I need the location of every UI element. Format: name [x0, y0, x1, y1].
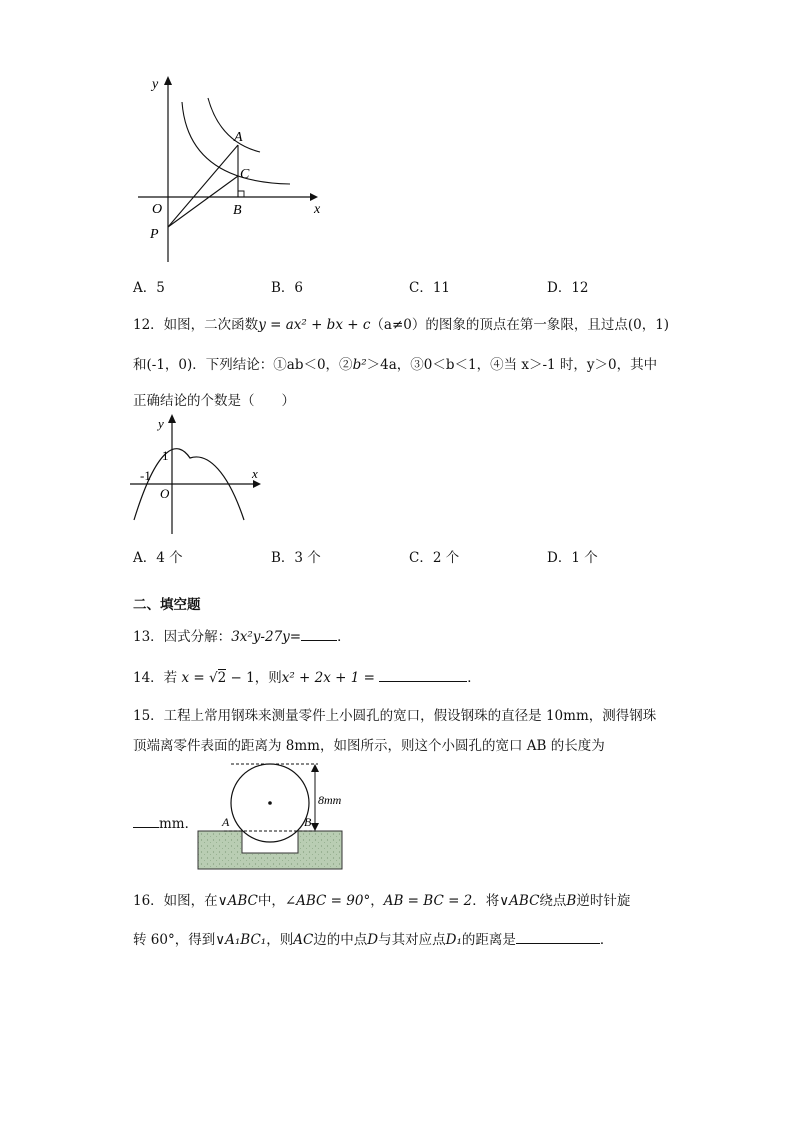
q11-option-d[interactable]: D．12 — [547, 280, 589, 296]
q14-prefix: 14．若 — [133, 670, 178, 686]
q16-l2-d1: D₁ — [445, 932, 462, 948]
q12-option-c[interactable]: C．2 个 — [409, 550, 460, 566]
q16-l2-tri: ∨A₁BC₁ — [215, 932, 267, 948]
q16-l2-d: D — [367, 932, 379, 948]
q11-option-a[interactable]: A．5 — [133, 280, 165, 296]
q12-option-b[interactable]: B．3 个 — [271, 550, 321, 566]
q12-label-x: x — [252, 466, 258, 481]
q11-label-p: P — [150, 227, 159, 242]
q16-l2-end: ． — [599, 932, 614, 948]
q13-suffix: ． — [337, 629, 351, 645]
q14-suffix: ． — [467, 670, 481, 686]
q15-line2: 顶端离零件表面的距离为 8mm，如图所示，则这个小圆孔的宽口 AB 的长度为 — [133, 738, 605, 754]
q16-l1-b-pt: B — [566, 893, 577, 909]
q13-line — [133, 625, 351, 645]
q11-label-c: C — [240, 167, 250, 182]
q12-label-y: y — [158, 416, 164, 431]
q15-label-b: B — [304, 815, 312, 829]
q16-l2-e: 与其对应点 — [378, 932, 446, 948]
q11-label-b: B — [233, 203, 242, 218]
q16-l2-f: 的距离是 — [461, 932, 516, 948]
q12-formula2: b² — [352, 357, 367, 373]
q16-answer-blank[interactable] — [516, 943, 600, 944]
q16-line1 — [133, 889, 630, 909]
q12-label-neg-one: -1 — [140, 468, 151, 483]
q12-option-d[interactable]: D．1 个 — [547, 550, 598, 566]
q12-figure — [128, 412, 268, 536]
q12-line2-rest: ＞4a，③0＜b＜1，④当 x＞-1 时，y＞0，其中 — [366, 357, 658, 373]
q13-prefix: 13．因式分解： — [133, 629, 232, 645]
q12-label-one: 1 — [162, 448, 169, 463]
q12-line2-start: 和(-1，0)．下列结论：①ab＜0，② — [133, 357, 353, 373]
q11-option-b[interactable]: B．6 — [271, 280, 304, 296]
q16-l1-c: ， — [370, 893, 384, 909]
q15-label-a: A — [222, 815, 230, 829]
q14-mid: ，则 — [254, 670, 282, 686]
q16-l1-d: ．将 — [472, 893, 500, 909]
q12-line2 — [133, 353, 657, 373]
q14-x-eq: x = — [181, 670, 205, 686]
q14-line — [133, 666, 481, 686]
q12-line3: 正确结论的个数是（ ） — [133, 393, 295, 409]
q14-sqrt-value: 2 — [217, 670, 227, 686]
section-heading-fill-in: 二、填空题 — [133, 597, 201, 613]
q11-option-c[interactable]: C．11 — [409, 280, 451, 296]
q15-figure — [194, 760, 346, 872]
q16-l2-ac: AC — [293, 932, 314, 948]
q14-expr: x² + 2x + 1 = — [281, 670, 375, 686]
q12-formula: y = ax² + bx + c — [258, 317, 371, 333]
q12-line1 — [133, 313, 669, 333]
q13-answer-blank[interactable] — [301, 640, 337, 641]
q15-unit: mm． — [159, 816, 199, 832]
q14-sqrt-sign: √ — [209, 670, 218, 686]
q12-label-o: O — [160, 486, 170, 501]
q16-l1-angle: ∠ABC = 90° — [284, 893, 371, 909]
q16-line2 — [133, 928, 613, 948]
q15-answer-blank[interactable] — [133, 827, 159, 828]
q11-label-a: A — [234, 130, 243, 145]
q12-number: 12．如图，二次函数 — [133, 317, 259, 333]
q11-label-x: x — [314, 202, 321, 217]
q15-label-8mm: 8mm — [318, 793, 342, 807]
q11-label-y: y — [152, 77, 159, 92]
q14-answer-blank[interactable] — [379, 681, 467, 682]
q11-label-o: O — [152, 202, 163, 217]
q14-minus-one: − 1 — [230, 670, 255, 686]
q16-l2-c: 边的中点 — [313, 932, 368, 948]
q16-l2-b: ，则 — [266, 932, 294, 948]
q16-l1-tri2: ∨ABC — [499, 893, 540, 909]
q15-answer-line — [133, 812, 198, 832]
q16-l1-e: 绕点 — [539, 893, 567, 909]
q11-figure — [130, 72, 330, 264]
q15-line1: 15．工程上常用钢珠来测量零件上小圆孔的宽口，假设钢珠的直径是 10mm，测得钢珠 — [133, 708, 657, 724]
q16-l1-eq: AB = BC = 2 — [383, 893, 473, 909]
q16-l1-a: 16．如图，在 — [133, 893, 218, 909]
q16-l1-b: 中， — [257, 893, 285, 909]
q13-expr: 3x²y-27y= — [231, 629, 302, 645]
q16-l2-a: 转 60°，得到 — [133, 932, 216, 948]
q16-l1-tri: ∨ABC — [217, 893, 258, 909]
q12-condition: （a≠0）的图象的顶点在第一象限，且过点(0，1) — [370, 317, 670, 333]
q16-l1-f: 逆时针旋 — [576, 893, 631, 909]
q12-option-a[interactable]: A．4 个 — [133, 550, 183, 566]
